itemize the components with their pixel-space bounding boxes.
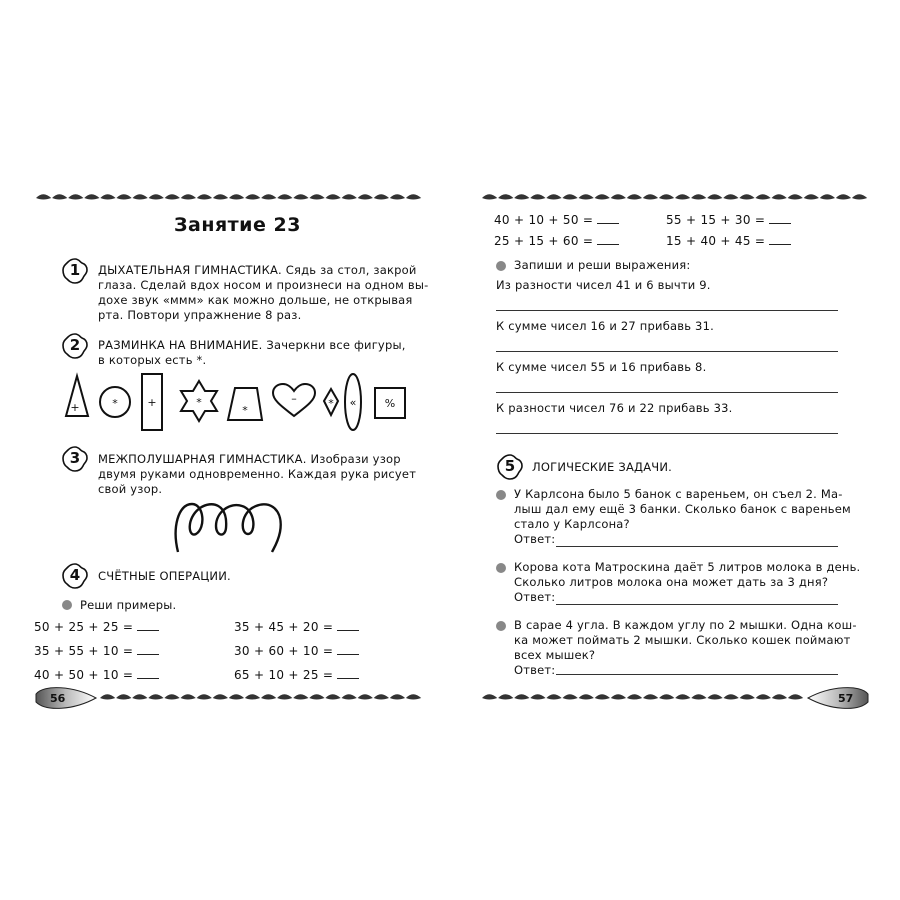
ornament-leaf [756, 694, 771, 699]
square-symbol: % [384, 397, 396, 410]
problem-2-line1: Корова кота Матроскина даёт 5 литров молока в день. [514, 560, 861, 574]
ornament-leaf [406, 194, 421, 199]
equation: 50 + 25 + 25 = [34, 620, 134, 634]
ornament-leaf [309, 194, 324, 199]
task-3-text-line2: двумя руками одновременно. Каждая рука рисует [98, 467, 417, 481]
ornament-leaf [482, 194, 497, 199]
ornament-leaf [325, 694, 340, 699]
task-4-number: 4 [69, 566, 81, 584]
ornament-leaf [36, 194, 51, 199]
ornament-leaf [165, 194, 180, 199]
ornament-leaf [836, 194, 851, 199]
answer-line[interactable] [556, 674, 838, 675]
ornament-leaf [100, 694, 115, 699]
ornament-leaf [852, 194, 867, 199]
ornament-leaf [514, 694, 529, 699]
answer-line[interactable] [496, 392, 838, 393]
ornament-leaf [309, 694, 324, 699]
ornament-leaf [116, 194, 131, 199]
ornament-leaf [181, 694, 196, 699]
equation: 30 + 60 + 10 = [234, 644, 334, 658]
ornament-leaf [374, 694, 389, 699]
bottom-ornament-divider [480, 684, 870, 714]
equation: 35 + 45 + 20 = [234, 620, 334, 634]
problem-3-line3: всех мышек? [514, 648, 596, 662]
task-2-text-line2: в которых есть *. [98, 353, 207, 367]
ornament-leaf [293, 694, 308, 699]
page-number: 56 [50, 692, 66, 705]
ornament-leaf [579, 194, 594, 199]
answer-line[interactable] [556, 546, 838, 547]
ornament-leaf [691, 194, 706, 199]
ornament-leaf [390, 694, 405, 699]
task-2-text-line1: Зачеркни все фигуры, [262, 338, 406, 352]
right-page [480, 180, 870, 720]
ornament-leaf [358, 694, 373, 699]
ornament-leaf [277, 694, 292, 699]
ornament-leaf [277, 194, 292, 199]
equation: 25 + 15 + 60 = [494, 234, 594, 248]
circle-symbol: * [112, 397, 118, 410]
answer-blank[interactable] [137, 643, 159, 655]
ornament-leaf [116, 694, 131, 699]
ornament-leaf [611, 194, 626, 199]
answer-blank[interactable] [137, 619, 159, 631]
bullet-icon [496, 563, 506, 573]
task-3-number: 3 [69, 449, 81, 467]
task-1-text-line1: Сядь за стол, закрой [281, 263, 417, 277]
expression-4: К разности чисел 76 и 22 прибавь 33. [496, 401, 733, 415]
ornament-leaf [245, 194, 260, 199]
task-2-heading: РАЗМИНКА НА ВНИМАНИЕ. [98, 338, 263, 352]
answer-blank[interactable] [337, 643, 359, 655]
ornament-leaf [164, 694, 179, 699]
bottom-ornament-divider [34, 684, 424, 714]
ornament-leaf [772, 194, 787, 199]
ornament-leaf [788, 194, 803, 199]
star-symbol: * [196, 396, 202, 409]
ornament-leaf [595, 694, 610, 699]
equation: 65 + 10 + 25 = [234, 668, 334, 682]
ornament-leaf [659, 194, 674, 199]
coil-pattern [170, 498, 296, 554]
lesson-title: Занятие 23 [174, 214, 301, 236]
ornament-leaf [52, 194, 67, 199]
ornament-leaf [675, 694, 690, 699]
ornament-leaf [406, 694, 421, 699]
task-3-text-line3: свой узор. [98, 482, 163, 496]
task-5-number: 5 [504, 457, 516, 475]
answer-blank[interactable] [137, 667, 159, 679]
equation: 35 + 55 + 10 = [34, 644, 134, 658]
page-number: 57 [838, 692, 854, 705]
triangle-symbol: + [70, 401, 80, 414]
ornament-leaf [100, 194, 115, 199]
top-ornament-divider [34, 188, 424, 208]
trapezoid-symbol: * [242, 404, 248, 417]
ornament-leaf [261, 194, 276, 199]
answer-line[interactable] [496, 433, 838, 434]
write-label: Запиши и реши выражения: [514, 258, 691, 272]
bullet-icon [496, 621, 506, 631]
answer-blank[interactable] [769, 233, 791, 245]
ornament-leaf [148, 694, 163, 699]
task-3-heading: МЕЖПОЛУШАРНАЯ ГИМНАСТИКА. [98, 452, 307, 466]
task-1-heading: ДЫХАТЕЛЬНАЯ ГИМНАСТИКА. [98, 263, 282, 277]
ornament-leaf [788, 694, 803, 699]
task-1-text-line2: глаза. Сделай вдох носом и произнеси на одном вы- [98, 278, 429, 292]
ornament-leaf [261, 694, 276, 699]
ornament-leaf [546, 694, 561, 699]
ornament-leaf [358, 194, 373, 199]
ornament-leaf [498, 194, 513, 199]
ornament-leaf [132, 694, 147, 699]
ornament-leaf [740, 694, 755, 699]
problem-3-line1: В сарае 4 угла. В каждом углу по 2 мышки. Одна кош- [514, 618, 857, 632]
ornament-leaf [245, 694, 260, 699]
ornament-leaf [675, 194, 690, 199]
problem-1-line3: стало у Карлсона? [514, 517, 630, 531]
ornament-leaf [724, 694, 739, 699]
ornament-leaf [213, 694, 228, 699]
ornament-leaf [498, 694, 513, 699]
ornament-leaf [530, 194, 545, 199]
answer-label: Ответ: [514, 590, 556, 604]
task-1-text-line3: дохе звук «ммм» как можно дольше, не открывая [98, 293, 413, 307]
expression-1: Из разности чисел 41 и 6 вычти 9. [496, 278, 711, 292]
ornament-leaf [659, 694, 674, 699]
ornament-leaf [643, 694, 658, 699]
task-4-heading: СЧЁТНЫЕ ОПЕРАЦИИ. [98, 569, 231, 583]
ornament-leaf [772, 694, 787, 699]
equation: 40 + 10 + 50 = [494, 213, 594, 227]
ornament-leaf [293, 194, 308, 199]
diamond-symbol: * [328, 397, 334, 410]
ornament-leaf [707, 194, 722, 199]
ornament-leaf [627, 194, 642, 199]
top-ornament-divider [480, 188, 870, 208]
bullet-icon [496, 261, 506, 271]
ornament-leaf [627, 694, 642, 699]
ornament-leaf [181, 194, 196, 199]
problem-3-line2: ка может поймать 2 мышки. Сколько кошек поймают [514, 633, 851, 647]
ornament-leaf [197, 194, 212, 199]
task-1-number: 1 [69, 261, 81, 279]
ornament-leaf [342, 194, 357, 199]
ornament-leaf [611, 694, 626, 699]
bullet-icon [62, 600, 72, 610]
answer-line[interactable] [496, 310, 838, 311]
problem-2-line2: Сколько литров молока она может дать за 3 дня? [514, 575, 829, 589]
ornament-leaf [707, 694, 722, 699]
ornament-leaf [68, 194, 83, 199]
ornament-leaf [755, 194, 770, 199]
ornament-leaf [229, 194, 244, 199]
examples-label: Реши примеры. [80, 598, 177, 612]
ornament-leaf [197, 694, 212, 699]
answer-label: Ответ: [514, 532, 556, 546]
answer-line[interactable] [556, 604, 838, 605]
ornament-leaf [546, 194, 561, 199]
ornament-leaf [723, 194, 738, 199]
ornament-leaf [213, 194, 228, 199]
ornament-leaf [229, 694, 244, 699]
ornament-leaf [691, 694, 706, 699]
problem-1-line2: лыш дал ему ещё 3 банки. Сколько банок с вареньем [514, 502, 851, 516]
ornament-leaf [149, 194, 164, 199]
expression-2: К сумме чисел 16 и 27 прибавь 31. [496, 319, 714, 333]
shapes-row [62, 370, 412, 436]
ornament-leaf [326, 194, 341, 199]
ellipse-symbol: « [349, 396, 357, 409]
answer-line[interactable] [496, 351, 838, 352]
ornament-leaf [739, 194, 754, 199]
equation: 40 + 50 + 10 = [34, 668, 134, 682]
ornament-leaf [643, 194, 658, 199]
equation: 15 + 40 + 45 = [666, 234, 766, 248]
answer-blank[interactable] [769, 212, 791, 224]
ornament-leaf [342, 694, 357, 699]
rectangle-symbol: + [147, 396, 157, 409]
ornament-leaf [482, 694, 497, 699]
ornament-leaf [595, 194, 610, 199]
ornament-leaf [374, 194, 389, 199]
problem-1-line1: У Карлсона было 5 банок с вареньем, он съел 2. Ма- [514, 487, 843, 501]
heart-symbol: – [291, 392, 297, 405]
ornament-leaf [84, 194, 99, 199]
ornament-leaf [562, 194, 577, 199]
task-1-text-line4: рта. Повтори упражнение 8 раз. [98, 308, 302, 322]
ornament-leaf [563, 694, 578, 699]
answer-blank[interactable] [337, 619, 359, 631]
answer-blank[interactable] [597, 212, 619, 224]
task-2-number: 2 [69, 336, 81, 354]
answer-blank[interactable] [597, 233, 619, 245]
ornament-leaf [530, 694, 545, 699]
task-5-heading: ЛОГИЧЕСКИЕ ЗАДАЧИ. [532, 460, 673, 474]
equation: 55 + 15 + 30 = [666, 213, 766, 227]
ornament-leaf [579, 694, 594, 699]
ornament-leaf [390, 194, 405, 199]
answer-blank[interactable] [337, 667, 359, 679]
answer-label: Ответ: [514, 663, 556, 677]
left-page [34, 180, 429, 720]
ornament-leaf [514, 194, 529, 199]
expression-3: К сумме чисел 55 и 16 прибавь 8. [496, 360, 707, 374]
ornament-leaf [133, 194, 148, 199]
ornament-leaf [820, 194, 835, 199]
task-3-text-line1: Изобрази узор [306, 452, 401, 466]
bullet-icon [496, 490, 506, 500]
ornament-leaf [804, 194, 819, 199]
